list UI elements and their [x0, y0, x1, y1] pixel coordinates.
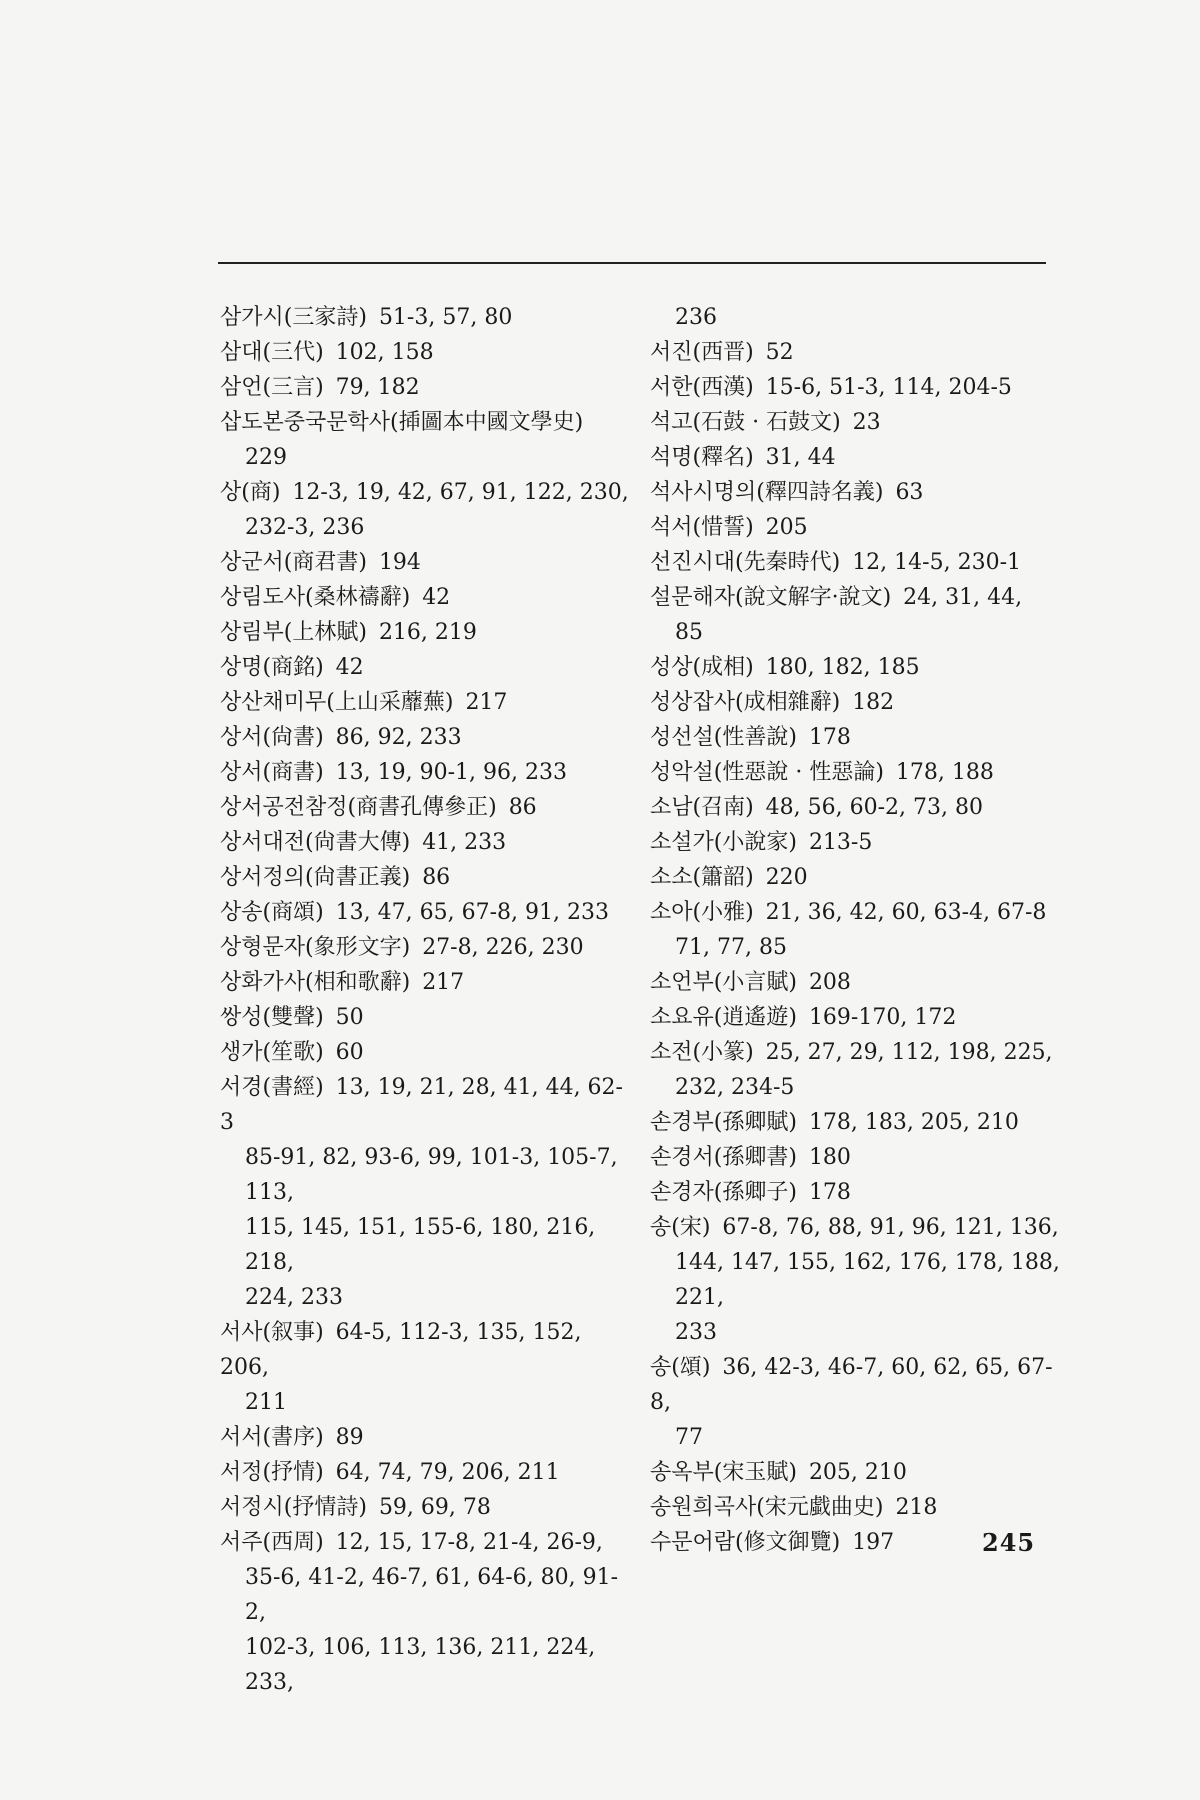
index-entry — [650, 895, 1060, 965]
index-term: 성상잡사(成相雜辭) — [650, 690, 841, 715]
index-term: 상명(商銘) — [220, 655, 324, 680]
index-entry — [220, 405, 630, 475]
index-term: 소설가(小說家) — [650, 830, 797, 855]
index-term: 소소(簫韶) — [650, 865, 754, 890]
index-term: 송옥부(宋玉賦) — [650, 1460, 797, 1485]
index-term: 상서정의(尙書正義) — [220, 865, 411, 890]
index-entry-continuation: 35-6, 41-2, 46-7, 61, 64-6, 80, 91-2, — [245, 1565, 619, 1625]
index-column-right — [650, 300, 1060, 1560]
index-entry — [650, 1350, 1060, 1455]
index-term: 서사(叙事) — [220, 1320, 324, 1345]
index-entry — [650, 1140, 1060, 1175]
index-term: 석고(石鼓 · 石鼓文) — [650, 410, 841, 435]
index-page-refs: 52 — [765, 340, 794, 365]
index-term: 손경서(孫卿書) — [650, 1145, 797, 1170]
index-page-refs: 182 — [852, 690, 895, 715]
index-term: 성상(成相) — [650, 655, 754, 680]
index-page-refs: 178, 188 — [895, 760, 994, 785]
index-entry — [650, 440, 1060, 475]
index-page-refs: 27-8, 226, 230 — [422, 935, 584, 960]
index-term: 서주(西周) — [220, 1530, 324, 1555]
index-page-refs: 180 — [808, 1145, 851, 1170]
index-page-refs: 51-3, 57, 80 — [378, 305, 513, 330]
index-page-refs: 42 — [422, 585, 451, 610]
index-page-refs: 60 — [335, 1040, 364, 1065]
index-page-refs: 178 — [808, 1180, 851, 1205]
index-page-refs: 15-6, 51-3, 114, 204-5 — [765, 375, 1012, 400]
index-entry — [650, 860, 1060, 895]
index-entry — [650, 300, 1060, 335]
index-term: 설문해자(說文解字·說文) — [650, 585, 892, 610]
index-term: 상서(尙書) — [220, 725, 324, 750]
index-entry — [220, 615, 630, 650]
index-page-refs: 64, 74, 79, 206, 211 — [335, 1460, 560, 1485]
index-term: 상송(商頌) — [220, 900, 324, 925]
index-page-refs: 67-8, 76, 88, 91, 96, 121, 136, — [722, 1215, 1059, 1240]
header-rule — [218, 262, 1046, 264]
index-entry — [220, 1455, 630, 1490]
index-entry — [650, 1000, 1060, 1035]
index-term: 석사시명의(釋四詩名義) — [650, 480, 884, 505]
index-page-refs: 86 — [508, 795, 537, 820]
index-page-refs: 216, 219 — [378, 620, 477, 645]
index-entry — [650, 475, 1060, 510]
index-entry — [220, 1035, 630, 1070]
index-entry-continuation: 211 — [245, 1390, 287, 1415]
index-page-refs: 86 — [422, 865, 451, 890]
index-page-refs: 12, 14-5, 230-1 — [852, 550, 1022, 575]
index-term: 서서(書序) — [220, 1425, 324, 1450]
index-entry — [650, 790, 1060, 825]
index-term: 생가(笙歌) — [220, 1040, 324, 1065]
index-entry — [220, 370, 630, 405]
index-entry-continuation: 236 — [675, 305, 717, 330]
index-term: 송(宋) — [650, 1215, 711, 1240]
index-entry — [220, 580, 630, 615]
index-page-refs: 12-3, 19, 42, 67, 91, 122, 230, — [292, 480, 629, 505]
index-term: 상화가사(相和歌辭) — [220, 970, 411, 995]
index-term: 소전(小篆) — [650, 1040, 754, 1065]
index-page-refs: 36, 42-3, 46-7, 60, 62, 65, 67-8, — [650, 1355, 1053, 1415]
index-entry — [650, 335, 1060, 370]
index-term: 소아(小雅) — [650, 900, 754, 925]
index-entry-continuation: 144, 147, 155, 162, 176, 178, 188, 221, — [675, 1250, 1060, 1310]
index-page-refs: 86, 92, 233 — [335, 725, 462, 750]
index-page-refs: 178, 183, 205, 210 — [808, 1110, 1019, 1135]
index-entry — [650, 1175, 1060, 1210]
index-entry-continuation: 85 — [675, 620, 703, 645]
index-entry-continuation: 229 — [245, 445, 287, 470]
index-page-refs: 50 — [335, 1005, 364, 1030]
index-entry — [220, 790, 630, 825]
index-term: 서한(西漢) — [650, 375, 754, 400]
index-page-refs: 24, 31, 44, — [903, 585, 1023, 610]
index-term: 상림도사(桑林禱辭) — [220, 585, 411, 610]
index-entry — [220, 685, 630, 720]
index-entry — [650, 685, 1060, 720]
index-term: 상형문자(象形文字) — [220, 935, 411, 960]
index-entry — [220, 1315, 630, 1420]
index-term: 소요유(逍遙遊) — [650, 1005, 797, 1030]
index-term: 서정(抒情) — [220, 1460, 324, 1485]
index-page-refs: 21, 36, 42, 60, 63-4, 67-8 — [765, 900, 1047, 925]
index-page-refs: 89 — [335, 1425, 364, 1450]
index-entry — [650, 545, 1060, 580]
index-entry-continuation: 232, 234-5 — [675, 1075, 795, 1100]
index-term: 서진(西晋) — [650, 340, 754, 365]
index-entry-continuation: 233 — [675, 1320, 717, 1345]
index-page-refs: 13, 19, 21, 28, 41, 44, 62-3 — [220, 1075, 623, 1135]
index-page-refs: 217 — [465, 690, 508, 715]
index-term: 삼대(三代) — [220, 340, 324, 365]
index-page-refs: 12, 15, 17-8, 21-4, 26-9, — [335, 1530, 603, 1555]
index-entry — [650, 580, 1060, 650]
index-entry-continuation: 102-3, 106, 113, 136, 211, 224, 233, — [245, 1635, 596, 1695]
index-term: 삽도본중국문학사(揷圖本中國文學史) — [220, 410, 584, 435]
index-entry — [220, 1490, 630, 1525]
index-term: 상서공전참정(商書孔傳參正) — [220, 795, 497, 820]
index-entry — [220, 650, 630, 685]
index-term: 선진시대(先秦時代) — [650, 550, 841, 575]
index-term: 성악설(性惡說 · 性惡論) — [650, 760, 884, 785]
index-term: 송(頌) — [650, 1355, 711, 1380]
index-term: 손경부(孫卿賦) — [650, 1110, 797, 1135]
index-term: 수문어람(修文御覽) — [650, 1530, 841, 1555]
index-entry — [220, 1525, 630, 1700]
index-term: 상서대전(尙書大傳) — [220, 830, 411, 855]
index-page-refs: 48, 56, 60-2, 73, 80 — [765, 795, 984, 820]
index-page-refs: 31, 44 — [765, 445, 836, 470]
index-entry — [220, 1000, 630, 1035]
index-page-refs: 13, 47, 65, 67-8, 91, 233 — [335, 900, 609, 925]
index-entry — [220, 1070, 630, 1315]
index-term: 석서(惜誓) — [650, 515, 754, 540]
index-term: 상서(商書) — [220, 760, 324, 785]
index-page-refs: 194 — [378, 550, 421, 575]
index-page-refs: 205, 210 — [808, 1460, 907, 1485]
index-entry — [220, 825, 630, 860]
index-entry — [650, 1105, 1060, 1140]
index-entry — [650, 1455, 1060, 1490]
index-page-refs: 197 — [852, 1530, 895, 1555]
index-entry — [220, 1420, 630, 1455]
index-entry-continuation: 71, 77, 85 — [675, 935, 787, 960]
page-number: 245 — [982, 1528, 1036, 1557]
index-term: 소언부(小言賦) — [650, 970, 797, 995]
index-term: 석명(釋名) — [650, 445, 754, 470]
index-term: 송원희곡사(宋元戱曲史) — [650, 1495, 884, 1520]
index-entry — [220, 895, 630, 930]
index-entry-continuation: 232-3, 236 — [245, 515, 365, 540]
index-entry — [220, 300, 630, 335]
index-term: 상군서(商君書) — [220, 550, 367, 575]
index-entry — [650, 1035, 1060, 1105]
index-term: 손경자(孫卿子) — [650, 1180, 797, 1205]
index-page-refs: 23 — [852, 410, 881, 435]
index-page-refs: 25, 27, 29, 112, 198, 225, — [765, 1040, 1053, 1065]
index-entry — [650, 1490, 1060, 1525]
index-entry-continuation: 85-91, 82, 93-6, 99, 101-3, 105-7, 113, — [245, 1145, 618, 1205]
index-term: 소남(召南) — [650, 795, 754, 820]
index-entry — [650, 510, 1060, 545]
index-page-refs: 64-5, 112-3, 135, 152, 206, — [220, 1320, 582, 1380]
index-term: 상림부(上林賦) — [220, 620, 367, 645]
index-page-refs: 180, 182, 185 — [765, 655, 920, 680]
index-entry — [220, 930, 630, 965]
index-entry — [220, 475, 630, 545]
index-page-refs: 102, 158 — [335, 340, 434, 365]
index-page-refs: 13, 19, 90-1, 96, 233 — [335, 760, 568, 785]
index-entry — [220, 720, 630, 755]
index-entry — [220, 965, 630, 1000]
index-page-refs: 217 — [422, 970, 465, 995]
index-entry — [650, 965, 1060, 1000]
index-term: 쌍성(雙聲) — [220, 1005, 324, 1030]
index-page-refs: 208 — [808, 970, 851, 995]
index-page-refs: 178 — [808, 725, 851, 750]
index-page-refs: 79, 182 — [335, 375, 420, 400]
index-entry — [650, 825, 1060, 860]
index-entry — [220, 335, 630, 370]
index-entry — [220, 545, 630, 580]
index-column-left — [220, 300, 630, 1700]
index-entry — [650, 1210, 1060, 1350]
index-entry — [220, 755, 630, 790]
index-page-refs: 220 — [765, 865, 808, 890]
index-term: 삼가시(三家詩) — [220, 305, 367, 330]
index-entry — [650, 720, 1060, 755]
index-entry-continuation: 115, 145, 151, 155-6, 180, 216, 218, — [245, 1215, 596, 1275]
index-page-refs: 205 — [765, 515, 808, 540]
index-page-refs: 41, 233 — [422, 830, 507, 855]
index-entry — [650, 755, 1060, 790]
index-page-refs: 59, 69, 78 — [378, 1495, 491, 1520]
index-entry-continuation: 224, 233 — [245, 1285, 343, 1310]
index-entry — [220, 860, 630, 895]
index-term: 삼언(三言) — [220, 375, 324, 400]
index-term: 상산채미무(上山采蘼蕪) — [220, 690, 454, 715]
index-term: 서정시(抒情詩) — [220, 1495, 367, 1520]
index-term: 서경(書經) — [220, 1075, 324, 1100]
index-page-refs: 213-5 — [808, 830, 873, 855]
index-page-refs: 42 — [335, 655, 364, 680]
index-page-refs: 169-170, 172 — [808, 1005, 957, 1030]
index-term: 상(商) — [220, 480, 281, 505]
index-page-refs: 63 — [895, 480, 924, 505]
index-entry-continuation: 77 — [675, 1425, 703, 1450]
index-page-refs: 218 — [895, 1495, 938, 1520]
index-entry — [650, 370, 1060, 405]
index-entry — [650, 405, 1060, 440]
index-entry — [650, 650, 1060, 685]
index-term: 성선설(性善說) — [650, 725, 797, 750]
